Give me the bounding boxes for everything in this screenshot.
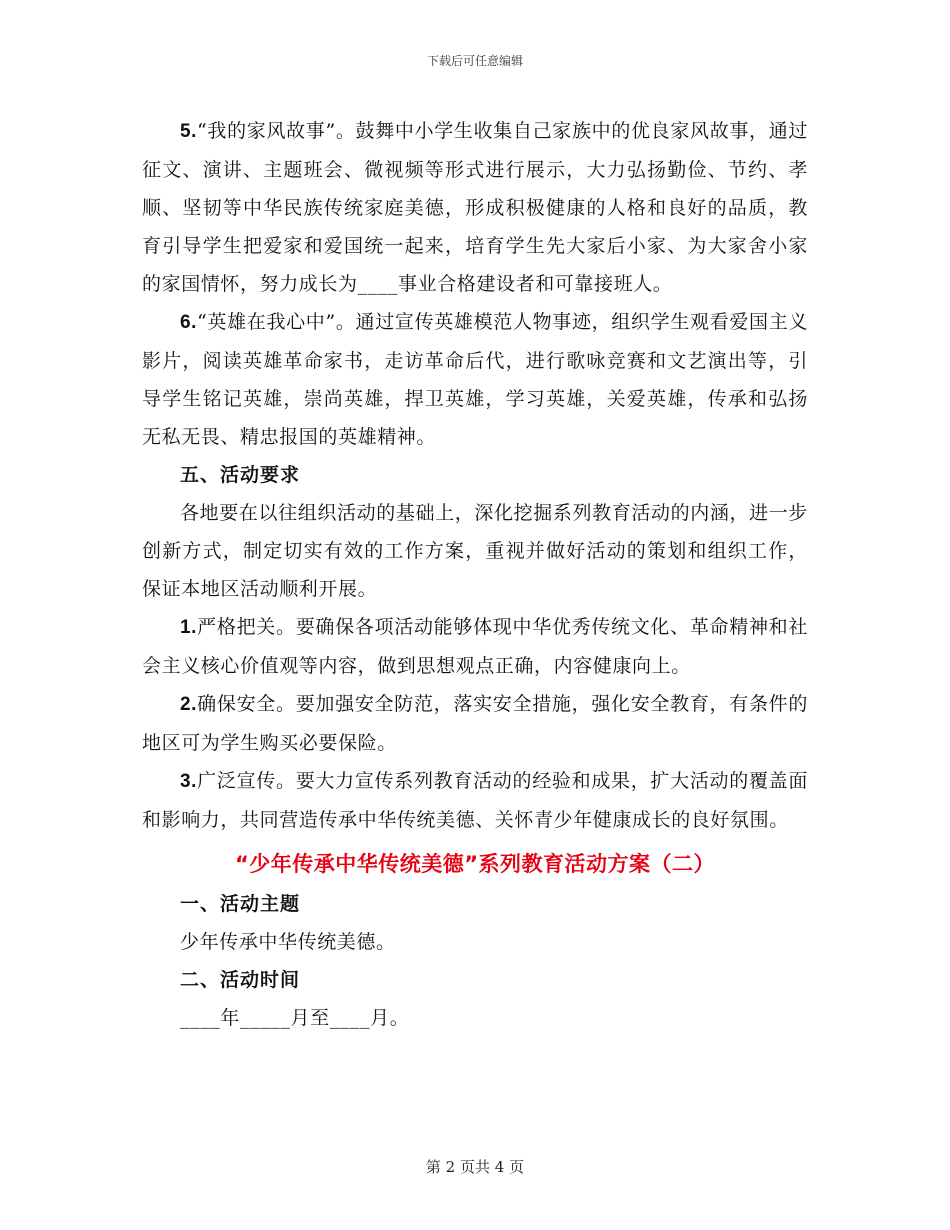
document-body: [142, 112, 808, 1037]
page-header: 下载后可任意编辑: [426, 54, 523, 68]
item-text: 确保安全。要加强安全防范，落实安全措施，强化安全教育，有条件的地区可为学生购买必要保险。: [142, 693, 808, 754]
item-text: 广泛宣传。要大力宣传系列教育活动的经验和成果，扩大活动的覆盖面和影响力，共同营造传承中华传统美德、关怀青少年健康成长的良好氛围。: [142, 770, 808, 831]
item-text: “我的家风故事”。鼓舞中小学生收集自己家族中的优良家风故事，通过征文、演讲、主题班会、微视频等形式进行展示，大力弘扬勤俭、节约、孝顺、坚韧等中华民族传统家庭美德，形成积极健康的人格和良好的品质，教育引导学生把爱家和爱国统一起来，培育学生先大家后小家、为大家舍小家的家国情怀，努力成长为____事业合格建设者和可靠接班人。: [142, 120, 808, 295]
plan-two-title: “少年传承中华传统美德”系列教育活动方案（二）: [234, 852, 716, 876]
requirements-intro: 各地要在以往组织活动的基础上，深化挖掘系列教育活动的内涵，进一步创新方式，制定切实有效的工作方案，重视并做好活动的策划和组织工作，保证本地区活动顺利开展。: [142, 502, 808, 600]
time-text: ____年_____月至____月。: [180, 1007, 410, 1029]
item-text: 严格把关。要确保各项活动能够体现中华优秀传统文化、革命精神和社会主义核心价值观等内容，做到思想观点正确，内容健康向上。: [142, 616, 808, 677]
item-number: 2.: [180, 694, 198, 715]
item-number: 5.: [180, 121, 198, 142]
requirement-item-2: [142, 685, 808, 762]
item-number: 1.: [180, 617, 198, 638]
item-text: “英雄在我心中”。通过宣传英雄模范人物事迹，组织学生观看爱国主义影片，阅读英雄革命家书，走访革命后代，进行歌咏竞赛和文艺演出等，引导学生铭记英雄，崇尚英雄，捍卫英雄，学习英雄，关爱英雄，传承和弘扬无私无畏、精忠报国的英雄精神。: [142, 311, 808, 448]
requirement-item-1: [142, 608, 808, 685]
section-heading-theme: 一、活动主题: [180, 893, 301, 915]
theme-text: 少年传承中华传统美德。: [180, 931, 396, 953]
section-heading-time: 二、活动时间: [180, 969, 301, 991]
activity-item-6: [142, 303, 808, 456]
requirement-item-3: [142, 762, 808, 839]
activity-item-5: [142, 112, 808, 303]
item-number: 6.: [180, 312, 198, 333]
page-footer: 第 2 页共 4 页: [425, 1158, 525, 1176]
section-heading-requirements: 五、活动要求: [180, 464, 301, 486]
item-number: 3.: [180, 771, 198, 792]
